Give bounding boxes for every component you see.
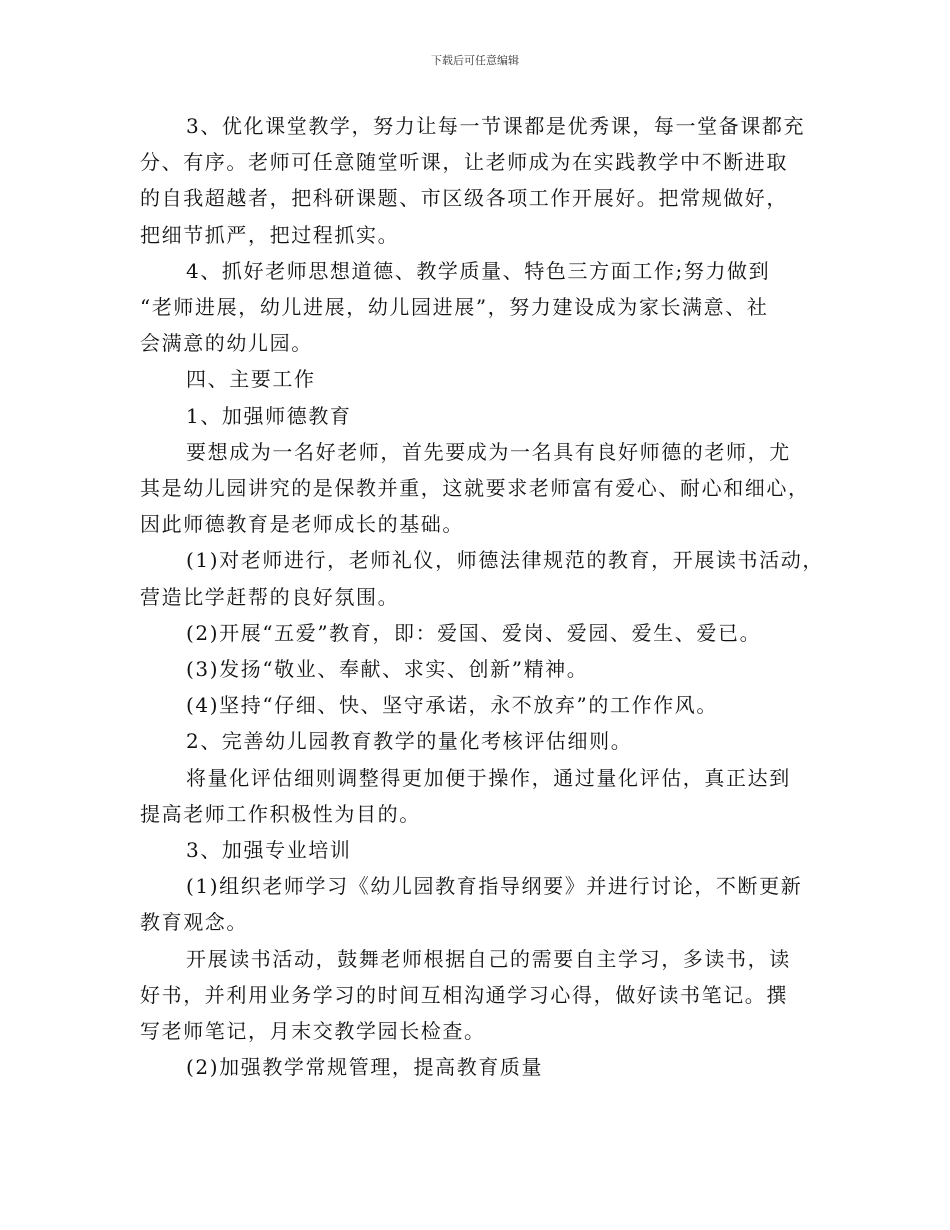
section-heading-main-work: 四、主要工作 [186, 367, 316, 392]
paragraph-optimize-teaching: 3、优化课堂教学，努力让每一节课都是优秀课，每一堂备课都充 分、有序。老师可任意随堂听课，让老师成为在实践教学中不断进取 的自我超越者，把科研课题、市区级各项工作开展好。把常规做好， 把细节抓严，把过程抓实。 [140, 114, 806, 247]
list-item-study-guidelines: (1)组织老师学习《幼儿园教育指导纲要》并进行讨论，不断更新 教育观念。 [140, 874, 803, 935]
list-item-etiquette-education: (1)对老师进行，老师礼仪，师德法律规范的教育，开展读书活动， 营造比学赶帮的良好氛围。 [140, 548, 824, 609]
page-header-note: 下载后可任意编辑 [431, 54, 519, 67]
list-item-five-loves: (2)开展“五爱”教育，即：爱国、爱岗、爱园、爱生、爱已。 [186, 620, 762, 645]
subheading-evaluation-rules: 2、完善幼儿园教育教学的量化考核评估细则。 [186, 729, 633, 754]
subheading-professional-training: 3、加强专业培训 [186, 838, 352, 863]
paragraph-teacher-ethics-quality: 4、抓好老师思想道德、教学质量、特色三方面工作;努力做到 “老师进展，幼儿进展，幼儿园进展”，努力建设成为家长满意、社 会满意的幼儿园。 [140, 258, 771, 356]
list-item-teaching-management: (2)加强教学常规管理，提高教育质量 [186, 1055, 544, 1080]
paragraph-reading-activity: 开展读书活动，鼓舞老师根据自己的需要自主学习，多读书，读 好书，并利用业务学习的时间互相沟通学习心得，做好读书笔记。撰 写老师笔记，月末交教学园长检查。 [140, 946, 791, 1044]
paragraph-evaluation: 将量化评估细则调整得更加便于操作，通过量化评估，真正达到 提高老师工作积极性为目的。 [140, 765, 791, 826]
list-item-work-style: (4)坚持“仔细、快、坚守承诺，永不放弃”的工作作风。 [186, 693, 718, 718]
subheading-ethics-education: 1、加强师德教育 [186, 403, 352, 428]
paragraph-good-teacher: 要想成为一名好老师，首先要成为一名具有良好师德的老师，尤 其是幼儿园讲究的是保教并重，这就要求老师富有爱心、耐心和细心， 因此师德教育是老师成长的基础。 [140, 439, 810, 537]
document-body [140, 108, 830, 1085]
list-item-spirit: (3)发扬“敬业、奉献、求实、创新”精神。 [186, 657, 589, 682]
